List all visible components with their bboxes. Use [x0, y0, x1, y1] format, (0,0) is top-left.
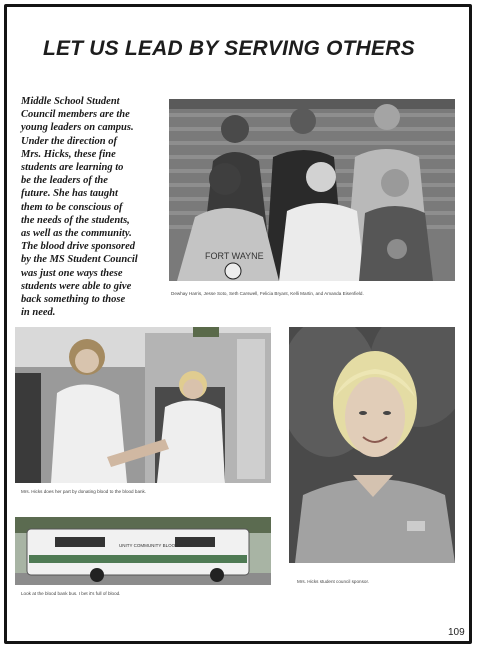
article-line: Middle School Student: [21, 96, 120, 107]
page-title: LET US LEAD BY SERVING OTHERS: [43, 37, 415, 60]
article-line: the needs of the students,: [21, 214, 130, 226]
blood-donation-caption: Mrs. Hicks does her part by donating blood to the blood bank.: [21, 489, 147, 494]
blood-donation-photo: [15, 327, 271, 483]
article-line: young leaders on campus.: [21, 122, 134, 134]
student-council-group-photo: [169, 99, 455, 281]
article-line: students are learning to: [21, 162, 124, 174]
blood-bank-bus-image: [15, 517, 271, 585]
bus-side-text: UNITY COMMUNITY BLOOD BANK: [119, 543, 192, 548]
blood-bank-bus-photo: [15, 517, 271, 585]
sponsor-portrait-photo: [289, 327, 455, 563]
article-line: students were able to give: [21, 280, 132, 292]
article-text: [21, 95, 171, 319]
article-line: be the leaders of the: [21, 175, 108, 187]
article-line: in need.: [21, 307, 56, 319]
blood-donation-image: [15, 327, 271, 483]
page-number: 109: [448, 627, 465, 638]
article-line: by the MS Student Council: [21, 254, 138, 266]
blood-bank-bus-caption: Look at the blood bank bus. I bet it's full of blood.: [21, 591, 121, 596]
sponsor-portrait-image: [289, 327, 455, 563]
article-line: them to be conscious of: [21, 201, 123, 213]
article-line: The blood drive sponsored: [21, 241, 136, 253]
article-line: future. She has taught: [21, 188, 118, 200]
group-photo-caption: Dewhay Harris, Jesse Soto, Seth Carswell, Felicia Bryant, Kelli Martin, and Amanda Eisenfield.: [171, 291, 364, 296]
article-line: as well as the community.: [21, 228, 132, 240]
article-line: Council members are the: [21, 109, 130, 121]
article-line: Under the direction of: [21, 135, 117, 147]
sweatshirt-text: FORT WAYNE: [205, 251, 264, 261]
group-photo-image: [169, 99, 455, 281]
article-line: back something to those: [21, 294, 126, 306]
article-line: was just one ways these: [21, 267, 123, 279]
article-line: Mrs. Hicks, these fine: [21, 148, 116, 160]
sponsor-portrait-caption: Mrs. Hicks student council sponsor.: [297, 579, 369, 584]
yearbook-page: [4, 4, 472, 644]
